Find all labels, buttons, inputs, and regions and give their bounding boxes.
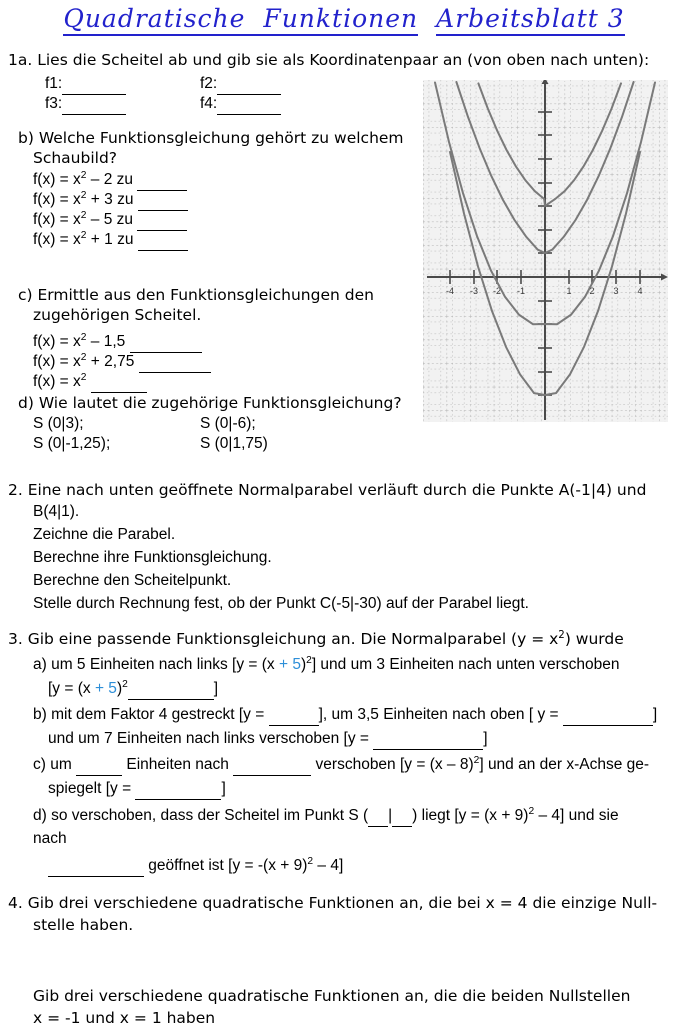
- task3d-line3-exp: 2: [307, 855, 314, 867]
- page-title: [0, 4, 688, 36]
- svg-text:-4: -4: [445, 286, 455, 296]
- task2-line5: Berechne den Scheitelpunkt.: [33, 572, 232, 589]
- task3b-blank-3[interactable]: [373, 733, 483, 750]
- task2-line1: 2. Eine nach unten geöffnete Normalparabel verläuft durch die Punkte A(-1|4) und: [8, 481, 647, 499]
- task1c-item-2-post: + 2,75: [86, 353, 139, 370]
- task1b-item-4-exp: 2: [80, 229, 87, 241]
- blank-f2: [200, 76, 281, 95]
- task3d-line3-post: – 4]: [313, 857, 344, 874]
- task1c-item-1: [33, 331, 202, 353]
- blank-f1-label: f1:: [45, 75, 63, 92]
- task1b-item-1-line[interactable]: [137, 174, 187, 191]
- blank-f1-line[interactable]: [62, 78, 126, 95]
- task2-line6: Stelle durch Rechnung fest, ob der Punkt C(-5|-30) auf der Parabel liegt.: [33, 595, 529, 612]
- task3a-line2-exp: 2: [122, 678, 128, 690]
- task3b-line1-pre: b) mit dem Faktor 4 gestreckt [y =: [33, 706, 269, 723]
- task1b-item-2-pre: f(x) = x: [33, 191, 81, 208]
- task1c-item-2: [33, 351, 211, 373]
- svg-text:2: 2: [589, 286, 595, 296]
- task1d-heading: d) Wie lautet die zugehörige Funktionsgleichung?: [18, 394, 402, 412]
- task1c-item-3-exp: 2: [80, 371, 87, 383]
- task3a-line1-post: ] und um 3 Einheiten nach unten verschoben: [311, 656, 620, 673]
- task1b-item-3-exp: 2: [80, 209, 87, 221]
- task1b-item-2-line[interactable]: [138, 194, 188, 211]
- task1b-item-2-post: + 3 zu: [86, 191, 138, 208]
- task3-heading-exp: 2: [558, 629, 565, 641]
- blank-f2-line[interactable]: [217, 78, 281, 95]
- task1b-heading-line2: Schaubild?: [33, 149, 118, 167]
- blank-f3: [45, 96, 126, 115]
- blank-f4: [200, 96, 281, 115]
- task3d-line1-mid: ) liegt [y = (x + 9): [412, 807, 529, 824]
- blank-f3-line[interactable]: [62, 98, 126, 115]
- parabola-graph: [423, 80, 668, 422]
- task4-line2: stelle haben.: [33, 916, 134, 934]
- task1c-item-1-pre: f(x) = x: [33, 333, 81, 350]
- svg-text:4: 4: [637, 286, 643, 296]
- blank-f2-label: f2:: [200, 75, 218, 92]
- graph-svg: [423, 80, 668, 422]
- task3d-line2: nach: [33, 830, 67, 847]
- task3c-line1-mid1: Einheiten nach: [122, 756, 234, 773]
- task1c-item-3: [33, 371, 147, 393]
- svg-text:-3: -3: [469, 286, 479, 296]
- task1b-item-4: [33, 229, 188, 251]
- task3b-line1-mid: ], um 3,5 Einheiten nach oben [ y =: [318, 706, 563, 723]
- task3d-line3-mid: geöffnet ist [y = -(x + 9): [144, 857, 308, 874]
- page-title-left: Quadratische Funktionen: [63, 4, 418, 36]
- task4-line3: Gib drei verschiedene quadratische Funktionen an, die die beiden Nullstellen: [33, 987, 631, 1005]
- task3c-blank-2[interactable]: [233, 759, 311, 776]
- task3d-blank-y[interactable]: [392, 810, 412, 827]
- task3b-blank-2[interactable]: [563, 709, 653, 726]
- task3d-line1-pre: d) so verschoben, dass der Scheitel im Punkt S (: [33, 807, 369, 824]
- task1d-point-2: S (0|-6);: [200, 415, 256, 432]
- task3c-line1-post: ] und an der x-Achse ge-: [479, 756, 650, 773]
- task1b-item-1-pre: f(x) = x: [33, 171, 81, 188]
- svg-text:3: 3: [613, 286, 619, 296]
- task3b-line1: b) mit dem Faktor 4 gestreckt [y = ], um 3,5 Einheiten nach oben [ y = ]: [33, 707, 657, 726]
- task3c-line1-mid2: verschoben [y = (x – 8): [311, 756, 474, 773]
- task1b-item-1: [33, 169, 187, 191]
- task1b-item-2-exp: 2: [80, 189, 87, 201]
- task3-heading-post: ) wurde: [564, 630, 624, 648]
- task1c-heading-line2: zugehörigen Scheitel.: [33, 306, 202, 324]
- task1b-item-3-line[interactable]: [137, 214, 187, 231]
- task3a-line1: a) um 5 Einheiten nach links $[y = (x + 5)^2]$ und um 3 Einheiten nach unten verschoben: [33, 654, 620, 673]
- task3c-line2-pre: spiegelt [y =: [48, 780, 136, 797]
- task1b-item-3-pre: f(x) = x: [33, 211, 81, 228]
- task1c-item-3-pre: f(x) = x: [33, 373, 81, 390]
- task3c-line1-pre: c) um: [33, 756, 77, 773]
- task1d-point-1: S (0|3);: [33, 415, 84, 432]
- page-title-right: Arbeitsblatt 3: [436, 4, 625, 36]
- task1b-item-3: [33, 209, 187, 231]
- task3a-line2: [$y = (x + 5)^2$ ]: [48, 681, 218, 700]
- task1c-item-2-line[interactable]: [139, 356, 211, 373]
- task1b-item-1-exp: 2: [80, 169, 87, 181]
- task3a-line2-blank[interactable]: [128, 683, 214, 700]
- task3c-line2: spiegelt [y = ]: [48, 781, 226, 800]
- task3d-line1-sep: |: [388, 807, 393, 824]
- task4-line1: 4. Gib drei verschiedene quadratische Funktionen an, die bei x = 4 die einzige Null-: [8, 894, 658, 912]
- task2-line3: Zeichne die Parabel.: [33, 526, 176, 543]
- task3a-line2-pre: [y = (x: [48, 680, 95, 697]
- task3d-blank-x[interactable]: [368, 810, 388, 827]
- task3d-line3: [48, 855, 344, 877]
- task3d-line1-exp: 2: [528, 805, 535, 817]
- task1c-item-1-post: – 1,5: [86, 333, 130, 350]
- task1b-item-4-post: + 1 zu: [86, 231, 138, 248]
- svg-text:-2: -2: [492, 286, 502, 296]
- task1d-point-4: S (0|1,75): [200, 435, 268, 452]
- task3b-line2: und um 7 Einheiten nach links verschoben [y = ]: [48, 731, 488, 750]
- task3c-blank-1[interactable]: [76, 759, 122, 776]
- blank-f4-label: f4:: [200, 95, 218, 112]
- task3a-line1-highlight: + 5: [278, 656, 301, 673]
- task1c-item-1-exp: 2: [80, 331, 87, 343]
- task3d-line1: [33, 805, 619, 827]
- task1d-point-3: S (0|-1,25);: [33, 435, 111, 452]
- task3d-line1-post: – 4] und sie: [534, 807, 619, 824]
- task3b-line2-pre: und um 7 Einheiten nach links verschoben [y =: [48, 730, 374, 747]
- task1c-item-1-line[interactable]: [130, 336, 202, 353]
- task3c-blank-3[interactable]: [135, 783, 221, 800]
- task3c-line1-exp: 2: [473, 754, 480, 766]
- task1b-item-4-pre: f(x) = x: [33, 231, 81, 248]
- svg-text:1: 1: [566, 286, 572, 296]
- task1b-item-4-line[interactable]: [138, 234, 188, 251]
- svg-text:-1: -1: [516, 286, 526, 296]
- task1c-item-2-exp: 2: [80, 351, 87, 363]
- task1c-item-2-pre: f(x) = x: [33, 353, 81, 370]
- task1c-heading-line1: c) Ermittle aus den Funktionsgleichungen den: [18, 286, 374, 304]
- task2-line2: B(4|1).: [33, 503, 80, 520]
- blank-f1: [45, 76, 126, 95]
- task1b-item-2: [33, 189, 188, 211]
- task3c-line1: [33, 754, 650, 776]
- task3-heading: [8, 631, 624, 647]
- task3-heading-pre: 3. Gib eine passende Funktionsgleichung an. Die Normalparabel (y = x: [8, 630, 559, 648]
- task1a-heading: 1a. Lies die Scheitel ab und gib sie als Koordinatenpaar an (von oben nach unten):: [8, 51, 650, 69]
- task3b-blank-1[interactable]: [269, 709, 319, 726]
- task1b-item-3-post: – 5 zu: [86, 211, 138, 228]
- task1c-item-3-line[interactable]: [91, 376, 147, 393]
- task2-line4: Berechne ihre Funktionsgleichung.: [33, 549, 272, 566]
- task3d-blank-direction[interactable]: [48, 860, 144, 877]
- task3a-line1-exp: 2: [306, 654, 312, 666]
- task1b-item-1-post: – 2 zu: [86, 171, 138, 188]
- blank-f4-line[interactable]: [217, 98, 281, 115]
- blank-f3-label: f3:: [45, 95, 63, 112]
- task4-line4: x = -1 und x = 1 haben: [33, 1009, 216, 1027]
- task1b-heading-line1: b) Welche Funktionsgleichung gehört zu welchem: [18, 129, 404, 147]
- task3a-line2-highlight: + 5: [94, 680, 117, 697]
- task3a-line1-pre: a) um 5 Einheiten nach links [y = (x: [33, 656, 279, 673]
